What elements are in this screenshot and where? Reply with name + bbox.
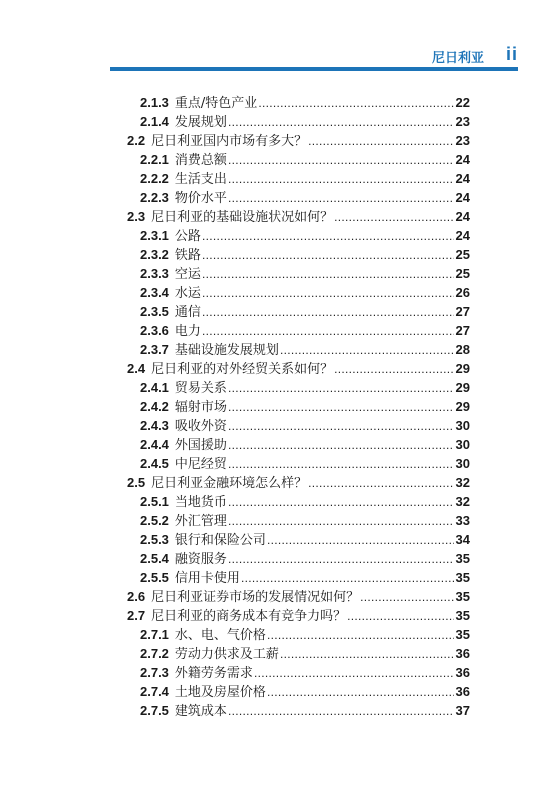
toc-entry-page: 29 [455, 399, 470, 414]
toc-entry-page: 29 [455, 380, 470, 395]
toc-entry-page: 23 [455, 114, 470, 129]
toc-entry-number: 2.2.2 [140, 171, 169, 186]
toc-entry-number: 2.7.1 [140, 627, 169, 642]
toc-entry[interactable] [140, 397, 470, 416]
toc-entry-title: 辐射市场 [174, 400, 227, 415]
dot-leader [267, 683, 454, 702]
toc-entry-page: 24 [455, 152, 470, 167]
toc-entry[interactable] [140, 378, 470, 397]
dot-leader [308, 474, 453, 493]
toc-entry-page: 27 [455, 304, 470, 319]
toc-entry-number: 2.4.2 [140, 399, 169, 414]
toc-entry-page: 24 [455, 190, 470, 205]
toc-entry-title: 贸易关系 [174, 381, 227, 396]
toc-entry-title: 水运 [174, 286, 201, 301]
toc-entry-number: 2.4.3 [140, 418, 169, 433]
toc-entry-page: 22 [455, 95, 470, 110]
toc-entry[interactable] [127, 131, 470, 150]
toc-entry-number: 2.3.4 [140, 285, 169, 300]
toc-entry-title: 中尼经贸 [174, 457, 227, 472]
dot-leader [228, 417, 454, 436]
toc-entry-title: 融资服务 [174, 552, 227, 567]
toc-entry-title: 劳动力供求及工薪 [174, 647, 279, 662]
toc-entry-title: 外籍劳务需求 [174, 666, 253, 681]
toc-entry[interactable] [140, 112, 470, 131]
dot-leader [202, 246, 454, 265]
dot-leader [334, 360, 453, 379]
toc-entry[interactable] [140, 701, 470, 720]
toc-entry[interactable] [140, 169, 470, 188]
toc-entry-page: 32 [455, 475, 470, 490]
toc-entry-title: 尼日利亚的对外经贸关系如何？ [151, 362, 334, 377]
toc-entry-title: 公路 [174, 229, 201, 244]
toc-entry-number: 2.3.1 [140, 228, 169, 243]
toc-entry-number: 2.3 [127, 209, 146, 224]
toc-entry[interactable] [140, 416, 470, 435]
toc-entry-title: 土地及房屋价格 [174, 685, 266, 700]
dot-leader [254, 664, 454, 683]
toc-entry[interactable] [140, 302, 470, 321]
toc-entry[interactable] [140, 435, 470, 454]
dot-leader [267, 531, 454, 550]
dot-leader [228, 113, 454, 132]
toc-entry[interactable] [140, 511, 470, 530]
toc-entry-number: 2.2.3 [140, 190, 169, 205]
dot-leader [228, 151, 454, 170]
toc-entry[interactable] [140, 245, 470, 264]
toc-entry-page: 30 [455, 418, 470, 433]
toc-entry[interactable] [127, 587, 470, 606]
toc-entry-page: 37 [455, 703, 470, 718]
dot-leader [228, 170, 454, 189]
toc-entry-title: 重点/特色产业 [174, 96, 258, 111]
toc-entry-number: 2.7.3 [140, 665, 169, 680]
toc-entry-page: 27 [455, 323, 470, 338]
dot-leader [202, 303, 454, 322]
toc-entry-number: 2.7 [127, 608, 146, 623]
toc-entry[interactable] [140, 454, 470, 473]
toc-entry[interactable] [140, 644, 470, 663]
dot-leader [228, 512, 454, 531]
toc-entry[interactable] [140, 226, 470, 245]
dot-leader [202, 265, 454, 284]
toc-entry[interactable] [127, 606, 470, 625]
toc-entry-title: 铁路 [174, 248, 201, 263]
toc-entry-page: 32 [455, 494, 470, 509]
dot-leader [334, 208, 453, 227]
toc-entry[interactable] [140, 663, 470, 682]
toc-entry-number: 2.5.3 [140, 532, 169, 547]
toc-entry-number: 2.4.4 [140, 437, 169, 452]
toc-entry-number: 2.4 [127, 361, 146, 376]
toc-entry-number: 2.3.2 [140, 247, 169, 262]
running-header-title: 尼日利亚 [431, 51, 484, 66]
toc-entry-page: 25 [455, 247, 470, 262]
dot-leader [202, 322, 454, 341]
toc-entry-number: 2.3.6 [140, 323, 169, 338]
toc-entry-number: 2.5.2 [140, 513, 169, 528]
toc-entry-title: 当地货币 [174, 495, 227, 510]
toc-entry-title: 消费总额 [174, 153, 227, 168]
toc-entry-page: 34 [455, 532, 470, 547]
toc-entry-page: 35 [455, 589, 470, 604]
toc-entry-title: 基础设施发展规划 [174, 343, 279, 358]
toc-entry-page: 35 [455, 570, 470, 585]
dot-leader [228, 398, 454, 417]
toc-entry-title: 物价水平 [174, 191, 227, 206]
toc-entry-number: 2.5 [127, 475, 146, 490]
dot-leader [267, 626, 454, 645]
toc-entry-page: 35 [455, 551, 470, 566]
dot-leader [228, 550, 454, 569]
toc-entry[interactable] [140, 568, 470, 587]
toc-entry[interactable] [140, 150, 470, 169]
toc-entry-title: 尼日利亚的基础设施状况如何？ [151, 210, 334, 225]
toc-entry[interactable] [140, 340, 470, 359]
toc-entry-page: 30 [455, 456, 470, 471]
toc-entry-title: 外国援助 [174, 438, 227, 453]
toc-entry-title: 尼日利亚的商务成本有竞争力吗？ [151, 609, 347, 624]
toc-entry-page: 28 [455, 342, 470, 357]
toc-entry-title: 尼日利亚金融环境怎么样？ [151, 476, 308, 491]
toc-entry[interactable] [127, 207, 470, 226]
header-rule [110, 67, 518, 71]
toc-entry[interactable] [127, 473, 470, 492]
dot-leader [228, 436, 454, 455]
toc-entry-title: 生活支出 [174, 172, 227, 187]
toc-entry-page: 36 [455, 646, 470, 661]
toc-entry-title: 银行和保险公司 [174, 533, 266, 548]
toc-entry-page: 36 [455, 684, 470, 699]
toc-entry-number: 2.7.5 [140, 703, 169, 718]
dot-leader [228, 379, 454, 398]
toc-entry-title: 水、电、气价格 [174, 628, 266, 643]
toc-entry-number: 2.6 [127, 589, 146, 604]
toc-entry-title: 尼日利亚国内市场有多大？ [151, 134, 308, 149]
toc-entry[interactable] [140, 283, 470, 302]
toc-entry-page: 24 [455, 209, 470, 224]
dot-leader [308, 132, 453, 151]
toc-entry-number: 2.3.7 [140, 342, 169, 357]
dot-leader [202, 284, 454, 303]
toc-entry-page: 33 [455, 513, 470, 528]
toc-entry-number: 2.1.3 [140, 95, 169, 110]
toc-entry-page: 25 [455, 266, 470, 281]
toc-entry-title: 空运 [174, 267, 201, 282]
dot-leader [228, 702, 454, 721]
toc-entry-title: 电力 [174, 324, 201, 339]
toc-entry-title: 建筑成本 [174, 704, 227, 719]
toc-entry-number: 2.2.1 [140, 152, 169, 167]
toc-entry-number: 2.3.5 [140, 304, 169, 319]
toc-entry-number: 2.2 [127, 133, 146, 148]
dot-leader [202, 227, 454, 246]
toc-entry-page: 30 [455, 437, 470, 452]
toc-entry[interactable] [140, 93, 470, 112]
dot-leader [241, 569, 454, 588]
dot-leader [280, 645, 454, 664]
toc-entry-page: 24 [455, 171, 470, 186]
toc-entry-number: 2.4.1 [140, 380, 169, 395]
toc-entry[interactable] [140, 264, 470, 283]
toc-entry[interactable] [140, 188, 470, 207]
toc-entry[interactable] [140, 530, 470, 549]
toc-entry-number: 2.5.1 [140, 494, 169, 509]
toc-entry-page: 36 [455, 665, 470, 680]
toc-entry-title: 信用卡使用 [174, 571, 240, 586]
toc-entry-title: 通信 [174, 305, 201, 320]
toc-entry[interactable] [140, 492, 470, 511]
toc-entry-title: 外汇管理 [174, 514, 227, 529]
toc-entry[interactable] [140, 321, 470, 340]
dot-leader [360, 588, 453, 607]
page-number: ii [505, 44, 518, 64]
toc-entry-number: 2.3.3 [140, 266, 169, 281]
toc-entry-number: 2.7.4 [140, 684, 169, 699]
toc-entry-title: 吸收外资 [174, 419, 227, 434]
toc-entry-page: 29 [455, 361, 470, 376]
dot-leader [258, 94, 453, 113]
toc-entry-page: 23 [455, 133, 470, 148]
dot-leader [228, 189, 454, 208]
toc-entry[interactable] [140, 549, 470, 568]
toc-entry-page: 26 [455, 285, 470, 300]
toc-entry[interactable] [127, 359, 470, 378]
toc-entry-title: 尼日利亚证券市场的发展情况如何？ [151, 590, 360, 605]
toc-entry-number: 2.7.2 [140, 646, 169, 661]
toc-entry-number: 2.5.5 [140, 570, 169, 585]
toc-entry-number: 2.5.4 [140, 551, 169, 566]
dot-leader [228, 455, 454, 474]
toc-entry-number: 2.4.5 [140, 456, 169, 471]
toc-entry-page: 35 [455, 608, 470, 623]
dot-leader [228, 493, 454, 512]
toc-entry-number: 2.1.4 [140, 114, 169, 129]
toc-entry-page: 35 [455, 627, 470, 642]
toc-entry-title: 发展规划 [174, 115, 227, 130]
dot-leader [280, 341, 454, 360]
table-of-contents [127, 93, 470, 720]
dot-leader [347, 607, 453, 626]
toc-entry[interactable] [140, 682, 470, 701]
toc-entry-page: 24 [455, 228, 470, 243]
toc-entry[interactable] [140, 625, 470, 644]
